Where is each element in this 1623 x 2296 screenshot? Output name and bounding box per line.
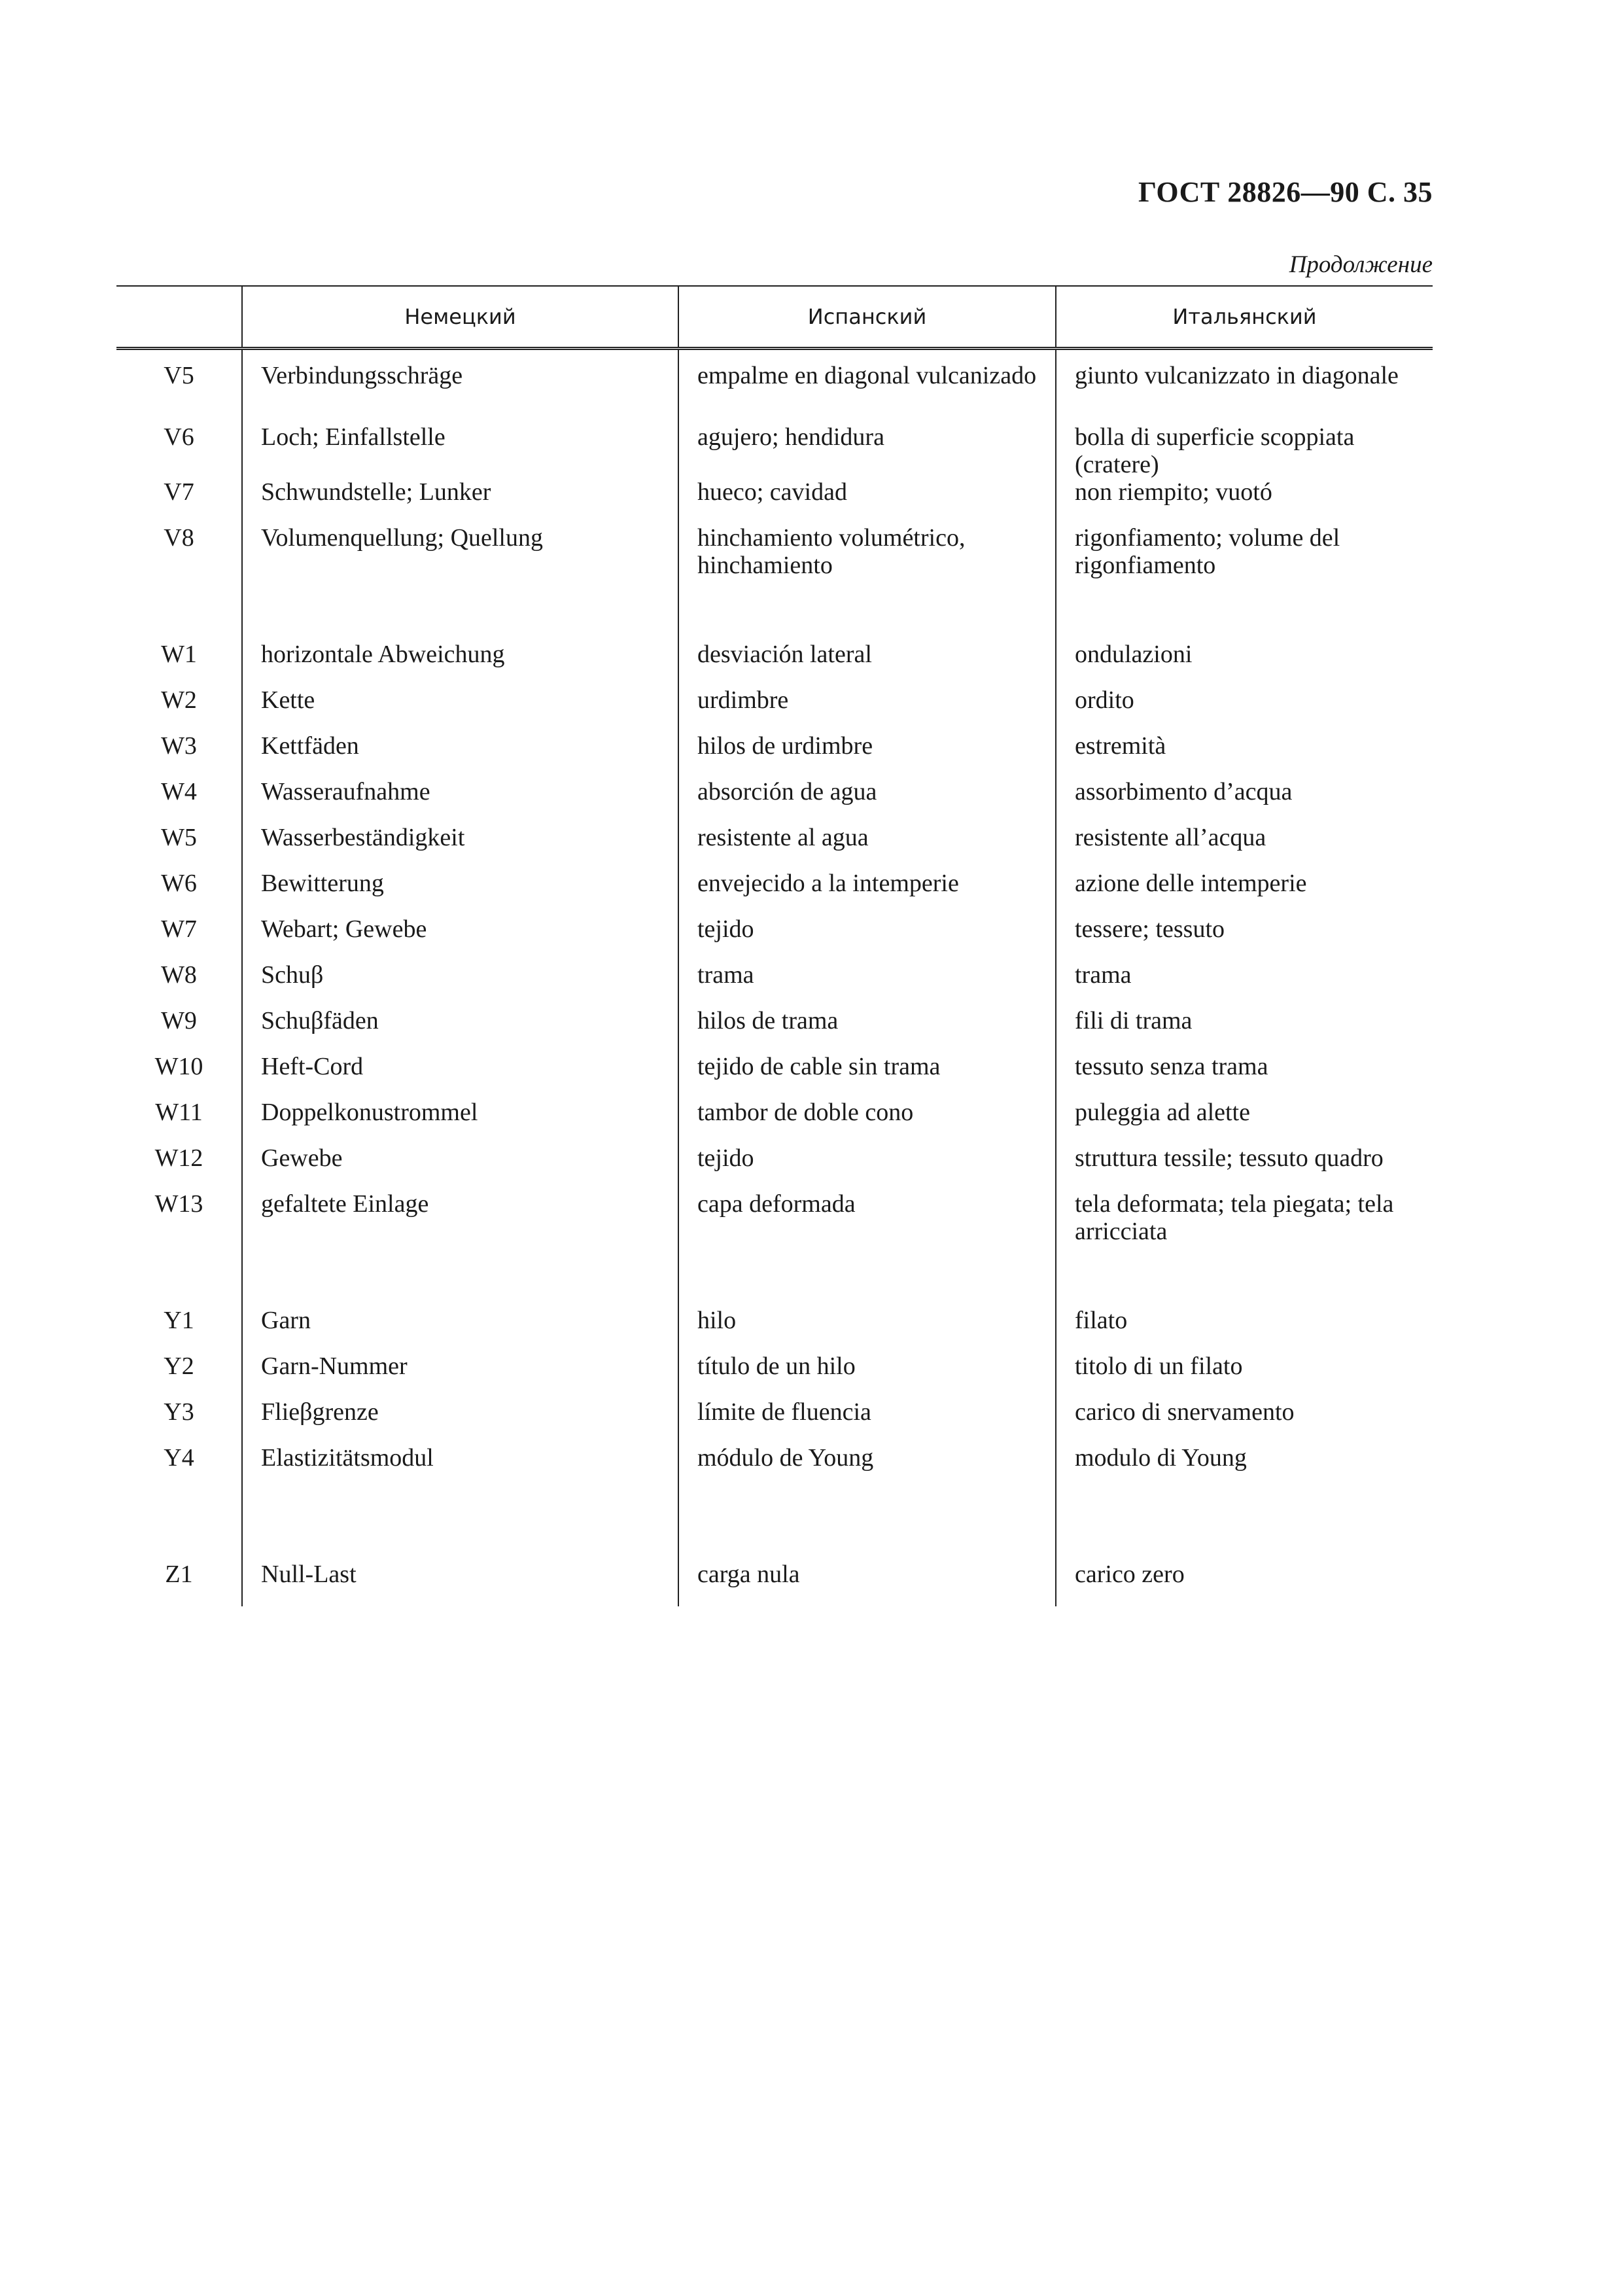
table-row <box>116 423 1433 478</box>
table-row <box>116 524 1433 597</box>
term-italian: estremità <box>1056 732 1433 778</box>
term-italian: fili di trama <box>1056 1007 1433 1053</box>
table-row <box>116 1144 1433 1190</box>
table-row <box>116 1053 1433 1099</box>
term-code: W12 <box>154 1144 203 1172</box>
term-german: Elastizitätsmodul <box>242 1444 678 1517</box>
column-header-code <box>116 286 242 349</box>
term-spanish: hilo <box>678 1263 1056 1352</box>
term-italian: trama <box>1056 961 1433 1007</box>
term-spanish: módulo de Young <box>678 1444 1056 1517</box>
table-row <box>116 1352 1433 1398</box>
term-german: Wasseraufnahme <box>242 778 678 824</box>
term-code: V8 <box>164 524 194 552</box>
term-spanish: agujero; hendidura <box>678 423 1056 478</box>
term-code: W11 <box>155 1099 203 1126</box>
table-row <box>116 1517 1433 1606</box>
term-spanish: capa deformada <box>678 1190 1056 1263</box>
term-spanish: resistente al agua <box>678 824 1056 870</box>
term-german: Flieβgrenze <box>242 1398 678 1444</box>
table-row <box>116 478 1433 524</box>
term-german: Garn <box>242 1263 678 1352</box>
term-german: Wasserbeständigkeit <box>242 824 678 870</box>
term-spanish: empalme en diagonal vulcanizado <box>678 349 1056 424</box>
term-italian: assorbimento d’acqua <box>1056 778 1433 824</box>
term-spanish: título de un hilo <box>678 1352 1056 1398</box>
table-row <box>116 597 1433 686</box>
term-code: W6 <box>161 870 197 897</box>
term-german: Volumenquellung; Quellung <box>242 524 678 597</box>
term-code: W13 <box>154 1190 203 1218</box>
term-spanish: absorción de agua <box>678 778 1056 824</box>
term-german: gefaltete Einlage <box>242 1190 678 1263</box>
term-spanish: carga nula <box>678 1517 1056 1606</box>
term-code: W4 <box>161 778 197 805</box>
term-code: Y3 <box>164 1398 194 1426</box>
table-row <box>116 1007 1433 1053</box>
table-row <box>116 686 1433 732</box>
term-italian: filato <box>1056 1263 1433 1352</box>
term-italian: tela deformata; tela piegata; tela arricciata <box>1056 1190 1433 1263</box>
term-code: Y4 <box>164 1444 194 1472</box>
term-code: W9 <box>161 1007 197 1034</box>
term-german: Schuβ <box>242 961 678 1007</box>
term-italian: bolla di superficie scoppiata (cratere) <box>1056 423 1433 478</box>
column-header-german: Немецкий <box>242 286 678 349</box>
term-german: Webart; Gewebe <box>242 915 678 961</box>
term-spanish: tejido de cable sin trama <box>678 1053 1056 1099</box>
term-code: W3 <box>161 732 197 760</box>
term-spanish: hilos de trama <box>678 1007 1056 1053</box>
table-header-row <box>116 286 1433 349</box>
term-italian: ondulazioni <box>1056 597 1433 686</box>
term-code: W8 <box>161 961 197 989</box>
column-header-italian: Итальянский <box>1056 286 1433 349</box>
term-german: Schuβfäden <box>242 1007 678 1053</box>
table-row <box>116 870 1433 915</box>
term-italian: tessere; tessuto <box>1056 915 1433 961</box>
term-spanish: envejecido a la intemperie <box>678 870 1056 915</box>
term-spanish: tejido <box>678 1144 1056 1190</box>
column-header-spanish: Испанский <box>678 286 1056 349</box>
term-italian: rigonfiamento; volume del rigonfiamento <box>1056 524 1433 597</box>
term-code: Y1 <box>164 1307 194 1334</box>
term-italian: giunto vulcanizzato in diagonale <box>1056 349 1433 424</box>
term-code: V7 <box>164 478 194 506</box>
term-german: horizontale Abweichung <box>242 597 678 686</box>
term-italian: non riempito; vuotó <box>1056 478 1433 524</box>
term-italian: azione delle intemperie <box>1056 870 1433 915</box>
table-row <box>116 961 1433 1007</box>
term-spanish: límite de fluencia <box>678 1398 1056 1444</box>
term-german: Kettfäden <box>242 732 678 778</box>
term-spanish: urdimbre <box>678 686 1056 732</box>
term-italian: struttura tessile; tessuto quadro <box>1056 1144 1433 1190</box>
term-code: V5 <box>164 362 194 389</box>
table-body <box>116 349 1433 1607</box>
table-row <box>116 1190 1433 1263</box>
table-row <box>116 1099 1433 1144</box>
term-spanish: hueco; cavidad <box>678 478 1056 524</box>
term-code: W2 <box>161 686 197 714</box>
term-german: Loch; Einfallstelle <box>242 423 678 478</box>
term-italian: resistente all’acqua <box>1056 824 1433 870</box>
table-row <box>116 1444 1433 1517</box>
term-german: Kette <box>242 686 678 732</box>
term-italian: puleggia ad alette <box>1056 1099 1433 1144</box>
term-german: Null-Last <box>242 1517 678 1606</box>
term-italian: modulo di Young <box>1056 1444 1433 1517</box>
term-italian: titolo di un filato <box>1056 1352 1433 1398</box>
term-german: Verbindungsschräge <box>242 349 678 424</box>
table-row <box>116 778 1433 824</box>
term-german: Doppelkonustrommel <box>242 1099 678 1144</box>
table-row <box>116 732 1433 778</box>
term-spanish: tejido <box>678 915 1056 961</box>
term-italian: carico di snervamento <box>1056 1398 1433 1444</box>
term-spanish: hinchamiento volumétrico, hinchamiento <box>678 524 1056 597</box>
term-code: W10 <box>154 1053 203 1080</box>
table-row <box>116 1398 1433 1444</box>
term-code: W5 <box>161 824 197 851</box>
term-german: Gewebe <box>242 1144 678 1190</box>
term-german: Schwundstelle; Lunker <box>242 478 678 524</box>
term-code: W7 <box>161 915 197 943</box>
term-code: Y2 <box>164 1352 194 1380</box>
term-german: Bewitterung <box>242 870 678 915</box>
term-italian: carico zero <box>1056 1517 1433 1606</box>
term-code: W1 <box>161 641 197 668</box>
term-italian: ordito <box>1056 686 1433 732</box>
term-german: Garn-Nummer <box>242 1352 678 1398</box>
term-spanish: hilos de urdimbre <box>678 732 1056 778</box>
table-row <box>116 1263 1433 1352</box>
term-italian: tessuto senza trama <box>1056 1053 1433 1099</box>
term-code: V6 <box>164 423 194 451</box>
term-spanish: desviación lateral <box>678 597 1056 686</box>
term-spanish: tambor de doble cono <box>678 1099 1056 1144</box>
term-german: Heft-Cord <box>242 1053 678 1099</box>
page-header: ГОСТ 28826—90 С. 35 <box>1138 176 1433 208</box>
term-table <box>116 285 1433 1606</box>
term-spanish: trama <box>678 961 1056 1007</box>
continuation-label: Продолжение <box>1289 251 1433 278</box>
table-row <box>116 349 1433 424</box>
table-row <box>116 824 1433 870</box>
table-row <box>116 915 1433 961</box>
term-code: Z1 <box>165 1561 193 1588</box>
